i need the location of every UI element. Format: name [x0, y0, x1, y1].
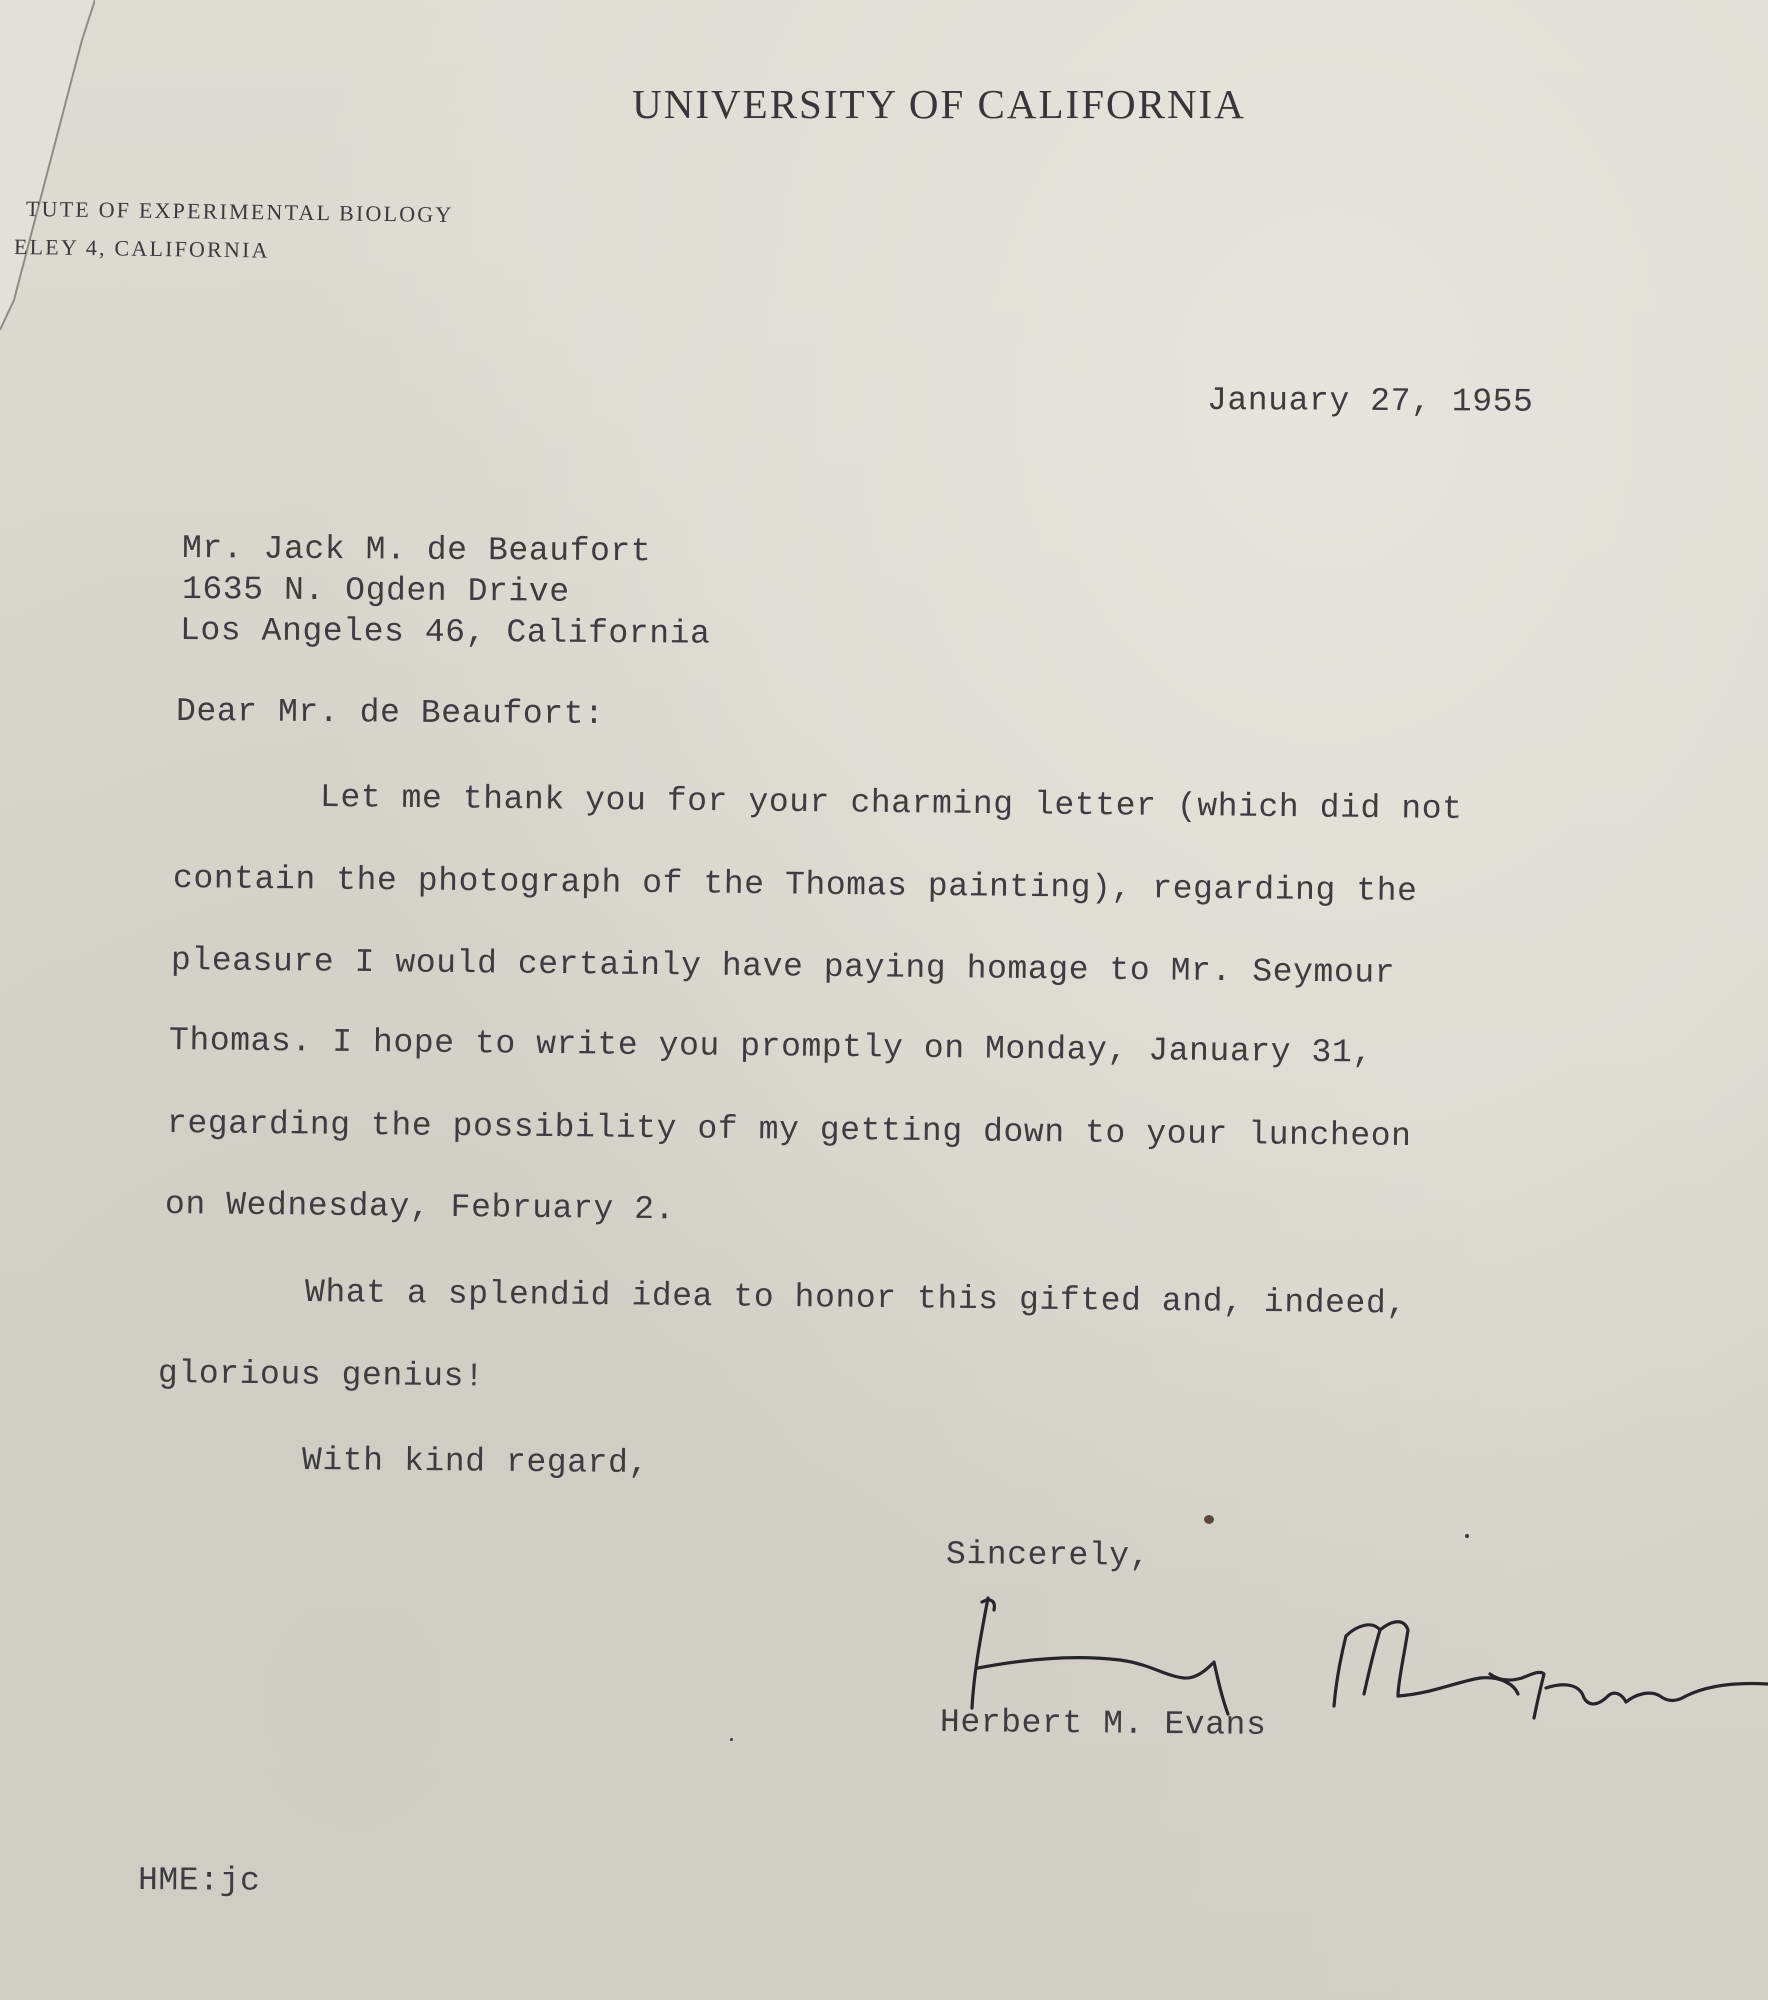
recipient-city: Los Angeles 46, California — [179, 612, 711, 653]
body-line: What a splendid idea to honor this gifted and, indeed, — [304, 1274, 1407, 1323]
letterhead-department: TUTE OF EXPERIMENTAL BIOLOGY — [25, 196, 454, 227]
salutation: Dear Mr. de Beaufort: — [175, 693, 605, 733]
torn-corner-edge — [0, 0, 95, 330]
ink-speck — [1465, 1534, 1469, 1538]
letterhead-city: ELEY 4, CALIFORNIA — [13, 234, 270, 263]
ink-speck — [730, 1738, 733, 1741]
ink-speck — [1204, 1515, 1214, 1524]
body-line: pleasure I would certainly have paying homage to Mr. Seymour — [170, 942, 1396, 992]
body-line: contain the photograph of the Thomas painting), regarding the — [172, 860, 1418, 911]
sign-off: Sincerely, — [945, 1536, 1151, 1575]
signer-name: Herbert M. Evans — [939, 1704, 1267, 1744]
reference-initials: HME:jc — [137, 1862, 261, 1900]
closing-line: With kind regard, — [301, 1442, 650, 1483]
body-line: regarding the possibility of my getting down to your luncheon — [166, 1105, 1412, 1156]
recipient-street: 1635 N. Ogden Drive — [181, 571, 570, 611]
body-line: Let me thank you for your charming letter (which did not — [319, 779, 1463, 828]
letterhead-institution: UNIVERSITY OF CALIFORNIA — [632, 81, 1246, 127]
body-line: on Wednesday, February 2. — [164, 1186, 676, 1229]
body-line: glorious genius! — [157, 1355, 485, 1396]
letter-date: January 27, 1955 — [1206, 382, 1534, 421]
body-line: Thomas. I hope to write you promptly on Monday, January 31, — [168, 1022, 1373, 1072]
recipient-name: Mr. Jack M. de Beaufort — [181, 530, 652, 571]
